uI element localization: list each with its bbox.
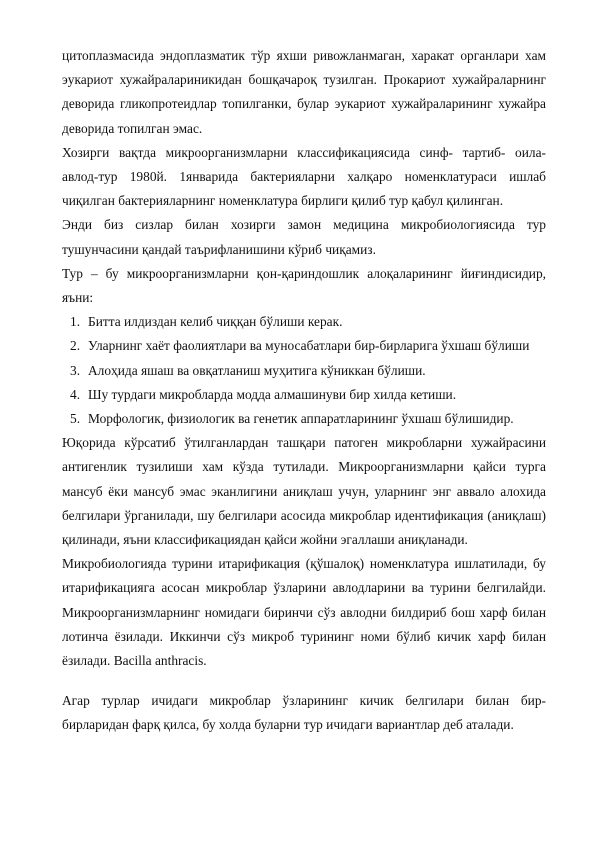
list-item-text: Морфологик, физиологик ва генетик аппаратларининг ўхшаш бўлишидир. (88, 411, 514, 427)
list-item (62, 359, 546, 383)
paragraph-species-definition-intro: Энди биз сизлар билан хозирги замон медицина микробиологиясида тур тушунчасини қандай таърифланишини кўриб чиқамиз. (62, 217, 546, 257)
paragraph-classification: Хозирги вақтда микроорганизмларни классификациясида синф- тартиб- оила- авлод-тур 1980й. 1январида бактерияларни халқаро номенклатураси ишлаб чиқилган бактерияларнинг номенклатура бирлиги қилиб тур қабул қилинган. (62, 144, 546, 209)
list-item-number: 5. (70, 411, 81, 427)
list-item-text: Битта илдиздан келиб чиққан бўлиши керак. (88, 314, 343, 330)
list-item-number: 2. (70, 338, 81, 354)
paragraph-pathogen-identification: Юқорида кўрсатиб ўтилганлардан ташқари патоген микробларни хужайрасини антигенлик тузилиши хам кўзда тутилади. Микроорганизмларни қайси турга мансуб ёки мансуб эмас эканлигини аниқлаш учун, уларнинг энг аввало алохида белгилари ўрганилади, шу белгилари асосида микроблар идентификация (аниқлаш) қилинади, яъни классификациядан қайси жойни эгаллаши аниқланади. (62, 435, 546, 548)
list-item-number: 3. (70, 362, 81, 378)
list-item (62, 310, 546, 334)
list-item (62, 383, 546, 407)
list-item (62, 334, 546, 358)
list-item-number: 1. (70, 314, 81, 330)
list-item-text: Уларнинг хаёт фаолиятлари ва муносабатлари бир-бирларига ўхшаш бўлиши (88, 338, 530, 354)
paragraph-spacer (62, 673, 546, 689)
list-item (62, 407, 546, 431)
paragraph-species-definition: Тур – бу микроорганизмларни қон-қариндошлик алоқаларининг йиғиндисидир, яъни: (62, 265, 546, 306)
list-item-text: Алоҳида яшаш ва овқатланиш муҳитига кўниккан бўлиши. (88, 362, 426, 378)
list-item-text: Шу турдаги микробларда модда алмашинуви бир хилда кетиши. (88, 386, 457, 402)
species-criteria-list (62, 310, 546, 431)
document-page (62, 44, 546, 738)
paragraph-cytoplasm: цитоплазмасида эндоплазматик тўр яхши ривожланмаган, харакат органлари хам эукариот хужайралариникидан бошқачароқ тузилган. Прокариот хужайраларнинг деворида гликопротеидлар топилганки, булар эукариот хужайраларининг хужайра деворида топилган эмас. (62, 48, 546, 136)
list-item-number: 4. (70, 386, 81, 402)
paragraph-binomial-nomenclature: Микробиологияда турини итарификация (қўшалоқ) номенклатура ишлатилади, бу итарификацияга асосан микроблар ўзларини авлодларини ва турини белгилайди. Микроорганизмларнинг номидаги биринчи сўз авлодни билдириб бош харф билан лотинча ёзилади. Иккинчи сўз микроб турининг номи бўлиб кичик харф билан ёзилади. Bacilla anthracis. (62, 556, 546, 669)
paragraph-variants: Агар турлар ичидаги микроблар ўзларининг кичик белгилари билан бир-бирларидан фарқ қилса, бу холда буларни тур ичидаги вариантлар деб аталади. (62, 693, 546, 733)
